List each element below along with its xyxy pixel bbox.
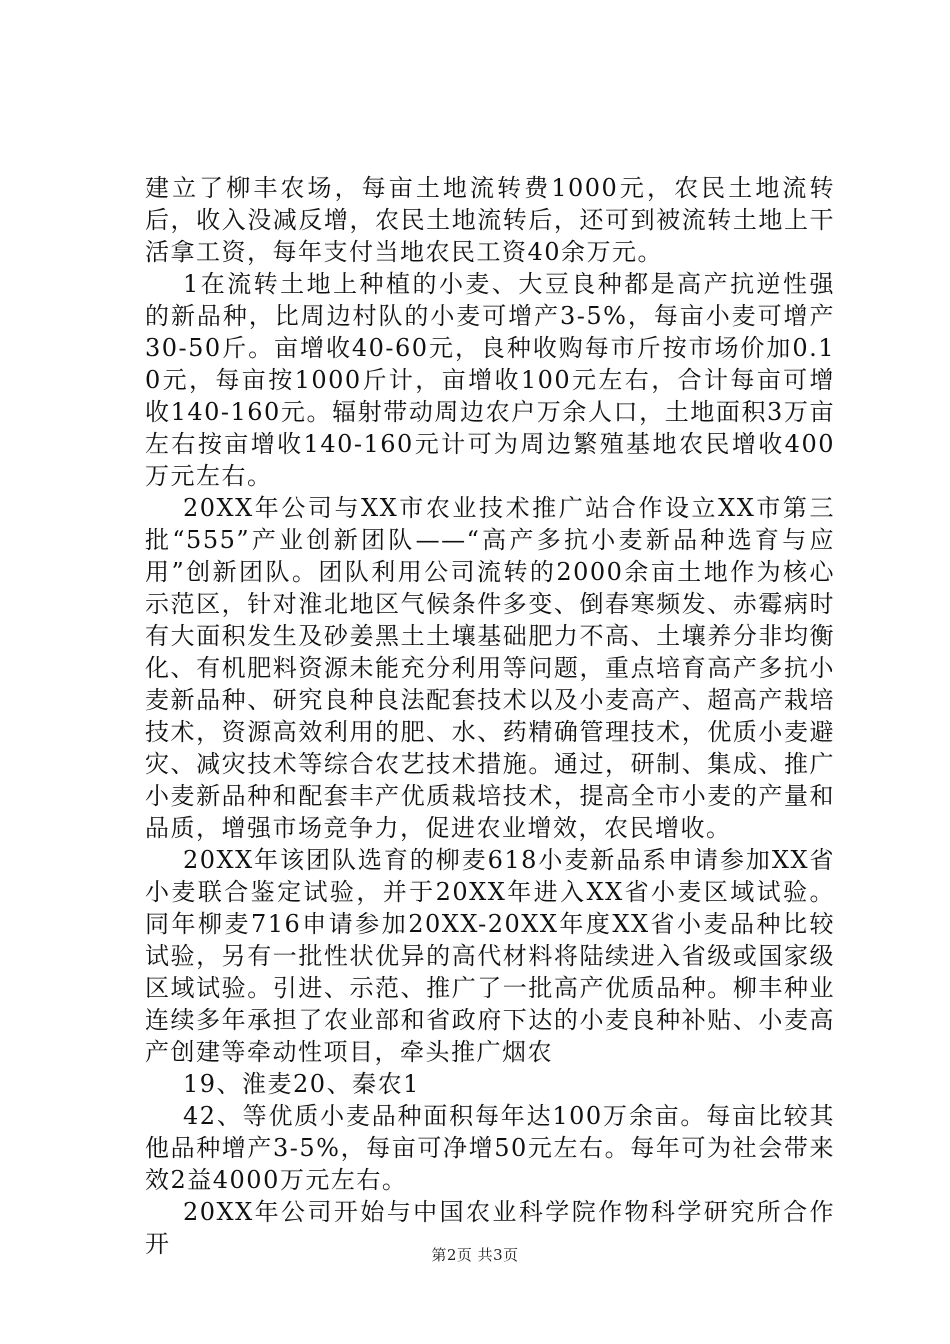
- paragraph-6: 42、等优质小麦品种面积每年达100万余亩。每亩比较其他品种增产3-5%，每亩可净增50元左右。每年可为社会带来效2益4000万元左右。: [145, 1102, 835, 1194]
- paragraph-5: 19、淮麦20、秦农1: [183, 1070, 420, 1098]
- page-number-footer: 第2页 共3页: [431, 1246, 519, 1264]
- document-body: [145, 172, 835, 1260]
- paragraph-3: 20XX年公司与XX市农业技术推广站合作设立XX市第三批“555”产业创新团队——“高产多抗小麦新品种选育与应用”创新团队。团队利用公司流转的2000余亩土地作为核心示范区，针对淮北地区气候条件多变、倒春寒频发、赤霉病时有大面积发生及砂姜黑土土壤基础肥力不高、土壤养分非均衡化、有机肥料资源未能充分利用等问题，重点培育高产多抗小麦新品种、研究良种良法配套技术以及小麦高产、超高产栽培技术，资源高效利用的肥、水、药精确管理技术，优质小麦避灾、减灾技术等综合农艺技术措施。通过，研制、集成、推广小麦新品种和配套丰产优质栽培技术，提高全市小麦的产量和品质，增强市场竞争力，促进农业增效，农民增收。: [145, 494, 835, 842]
- paragraph-7: 20XX年公司开始与中国农业科学院作物科学研究所合作开: [145, 1198, 835, 1258]
- paragraph-2: 1在流转土地上种植的小麦、大豆良种都是高产抗逆性强的新品种，比周边村队的小麦可增产3-5%，每亩小麦可增产30-50斤。亩增收40-60元，良种收购每市斤按市场价加0.10元，每亩按1000斤计，亩增收100元左右，合计每亩可增收140-160元。辐射带动周边农户万余人口，土地面积3万亩左右按亩增收140-160元计可为周边繁殖基地农民增收400万元左右。: [145, 270, 835, 490]
- paragraph-1: 建立了柳丰农场，每亩土地流转费1000元，农民土地流转后，收入没减反增，农民土地流转后，还可到被流转土地上干活拿工资，每年支付当地农民工资40余万元。: [145, 174, 835, 266]
- paragraph-4: 20XX年该团队选育的柳麦618小麦新品系申请参加XX省小麦联合鉴定试验，并于20XX年进入XX省小麦区域试验。同年柳麦716申请参加20XX-20XX年度XX省小麦品种比较试验，另有一批性状优异的高代材料将陆续进入省级或国家级区域试验。引进、示范、推广了一批高产优质品种。柳丰种业连续多年承担了农业部和省政府下达的小麦良种补贴、小麦高产创建等牵动性项目，牵头推广烟农: [145, 846, 835, 1066]
